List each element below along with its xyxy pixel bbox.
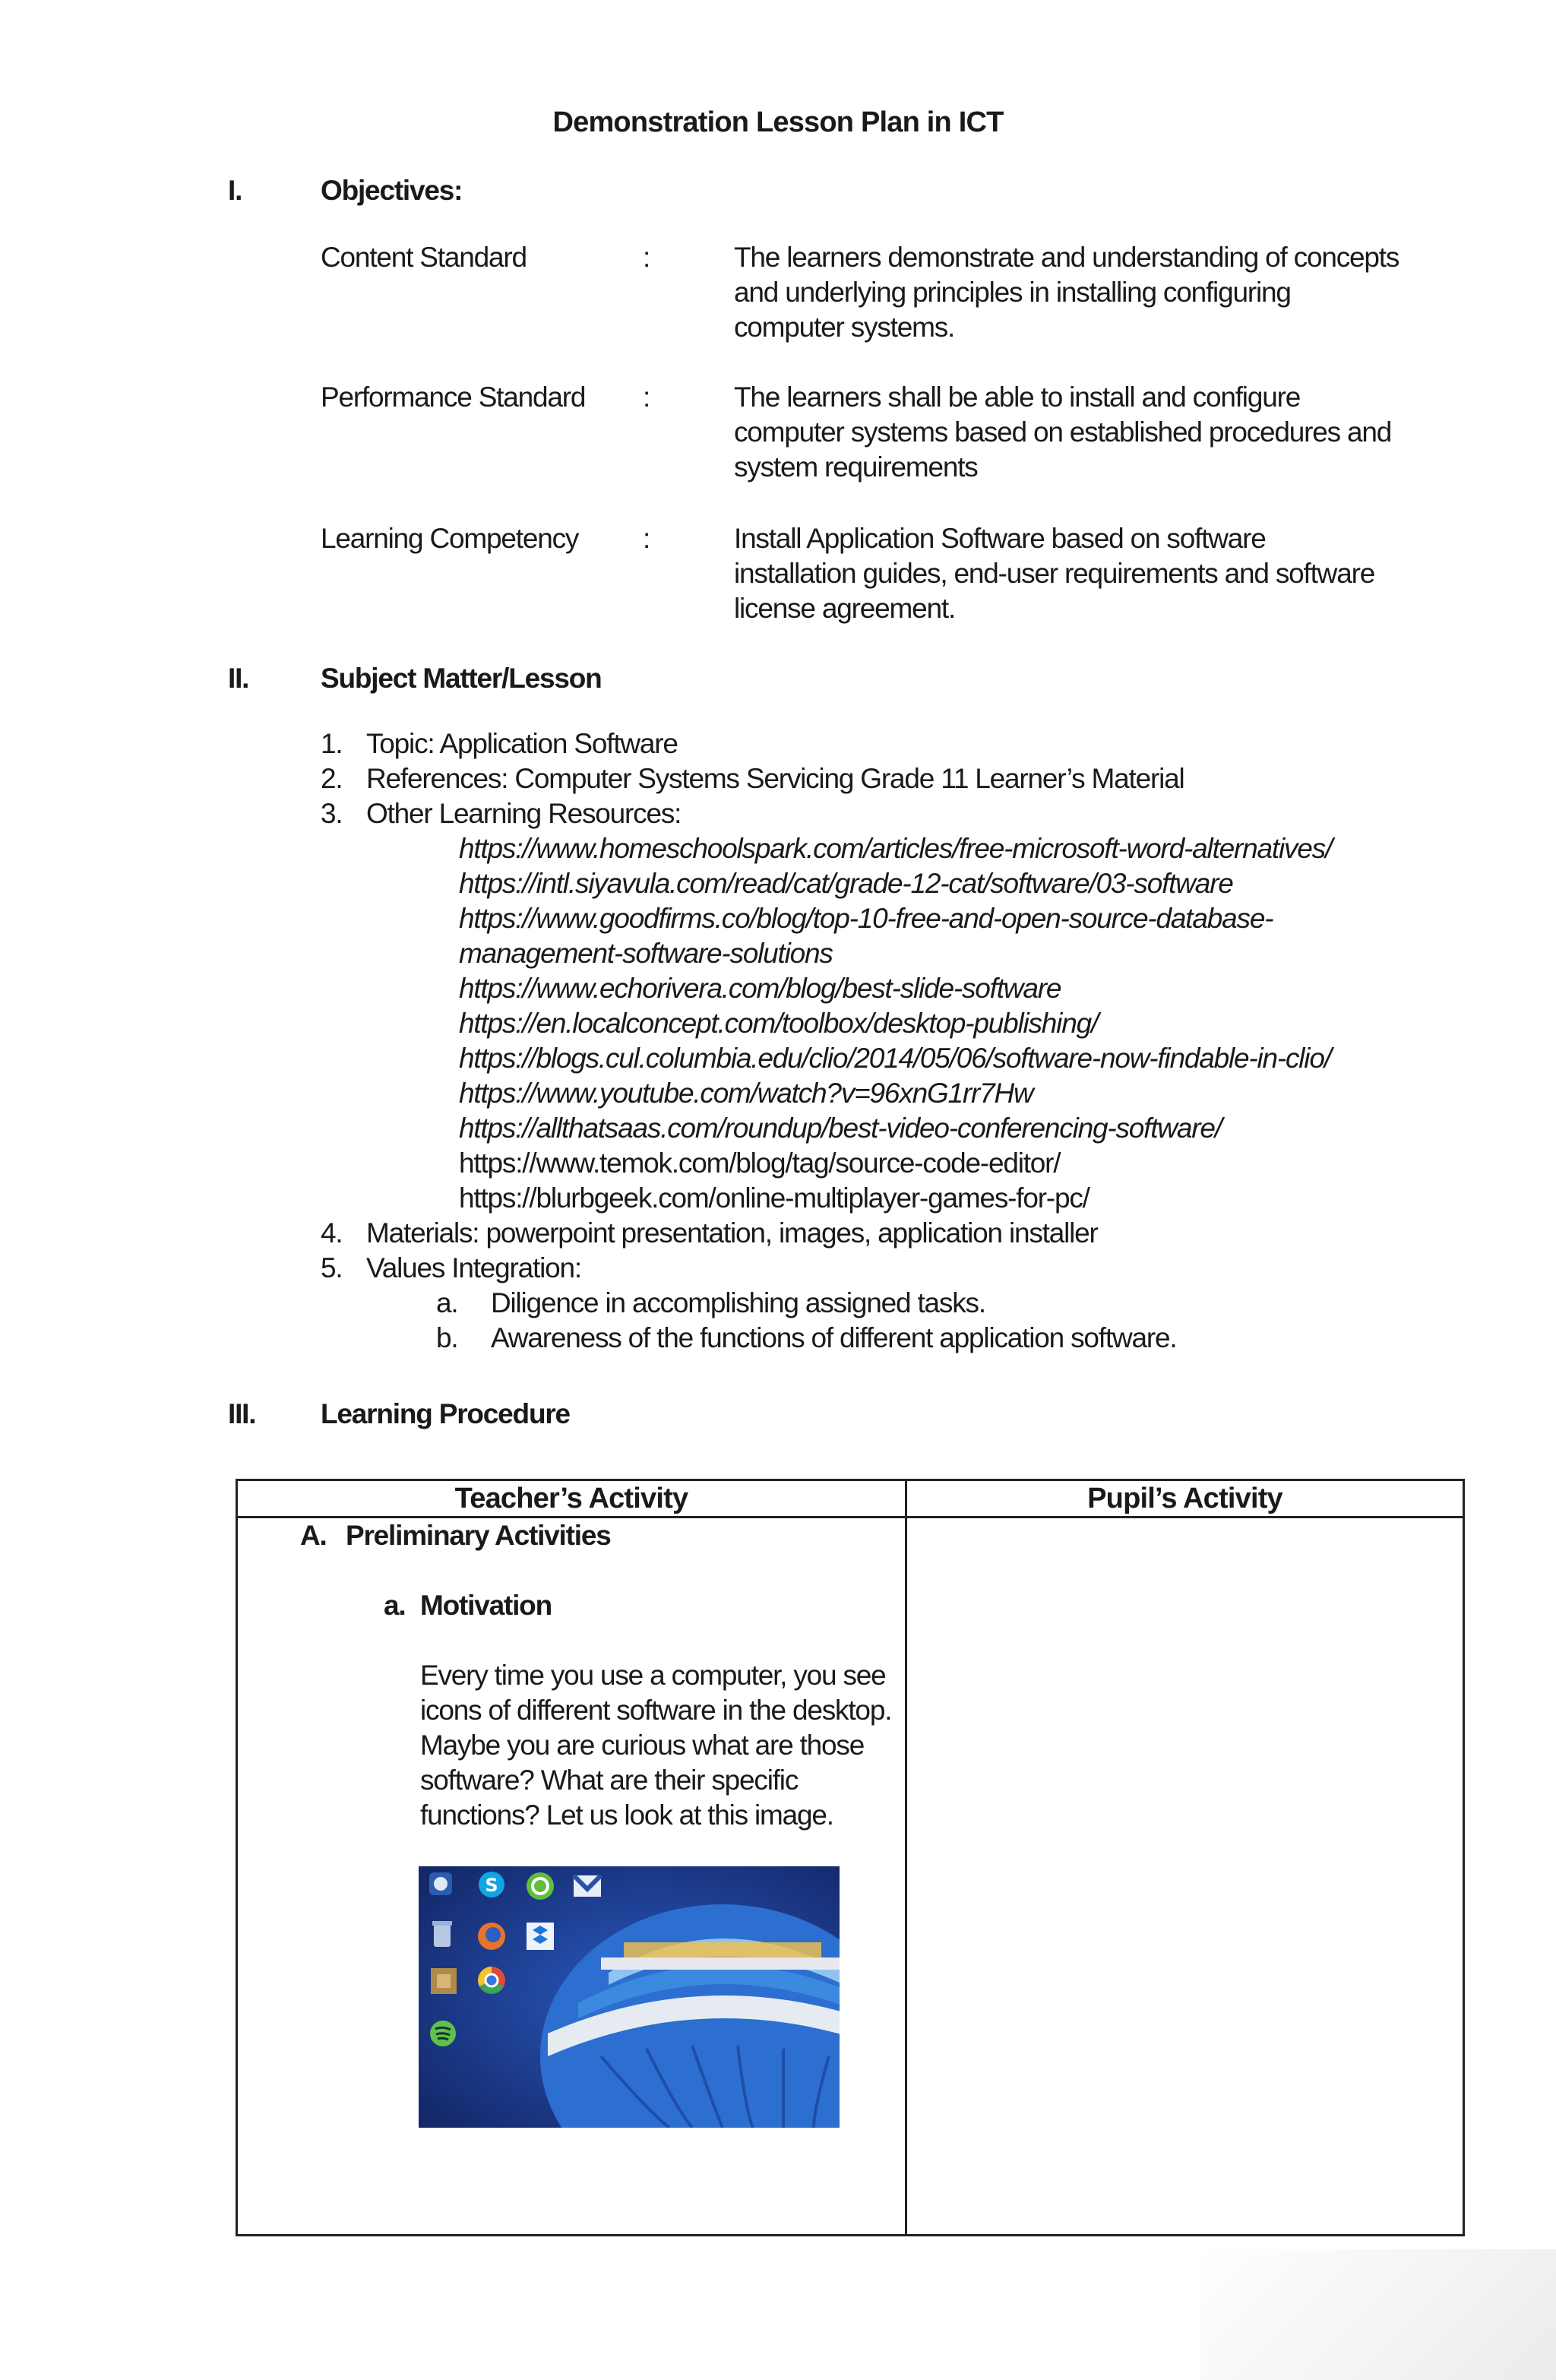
resource-link[interactable]: https://www.goodfirms.co/blog/top-10-free-and-open-source-database- bbox=[459, 903, 1273, 934]
document-title: Demonstration Lesson Plan in ICT bbox=[552, 106, 1004, 138]
gmail-icon bbox=[574, 1875, 601, 1897]
motivation-line: icons of different software in the desktop. bbox=[420, 1695, 892, 1726]
list-item: References: Computer Systems Servicing Grade 11 Learner’s Material bbox=[366, 763, 1184, 794]
resource-link-continuation[interactable]: management-software-solutions bbox=[459, 938, 833, 969]
resource-link[interactable]: https://www.youtube.com/watch?v=96xnG1rr7Hw bbox=[459, 1078, 1033, 1109]
objective-line: license agreement. bbox=[734, 593, 956, 624]
objective-line: computer systems based on established procedures and bbox=[734, 416, 1392, 448]
pupil-activity-cell bbox=[906, 1518, 1464, 2236]
list-number: 5. bbox=[321, 1252, 343, 1283]
section-heading-objectives: Objectives: bbox=[321, 175, 463, 206]
resource-link[interactable]: https://www.homeschoolspark.com/articles/free-microsoft-word-alternatives/ bbox=[459, 833, 1333, 864]
motivation-heading: Motivation bbox=[420, 1590, 552, 1621]
col-header-teacher: Teacher’s Activity bbox=[237, 1480, 906, 1518]
resource-link[interactable]: https://www.echorivera.com/blog/best-slide-software bbox=[459, 973, 1061, 1004]
objective-line: The learners demonstrate and understanding of concepts bbox=[734, 242, 1399, 273]
resource-link[interactable]: https://allthatsaas.com/roundup/best-video-conferencing-software/ bbox=[459, 1112, 1222, 1144]
skype-icon bbox=[479, 1872, 504, 1897]
objective-value bbox=[734, 240, 1403, 345]
dropbox-icon bbox=[527, 1923, 554, 1950]
list-item: Values Integration: bbox=[366, 1252, 581, 1283]
table-header-row bbox=[237, 1480, 1464, 1518]
list-item: Materials: powerpoint presentation, images, application installer bbox=[366, 1217, 1098, 1249]
resource-link[interactable]: https://www.temok.com/blog/tag/source-code-editor/ bbox=[459, 1147, 1061, 1179]
explorer-icon bbox=[431, 1968, 457, 1994]
motivation-line: Maybe you are curious what are those bbox=[420, 1730, 865, 1761]
list-item: Topic: Application Software bbox=[366, 728, 678, 759]
list-number: 3. bbox=[321, 798, 343, 829]
list-number: 4. bbox=[321, 1217, 343, 1249]
objective-value bbox=[734, 380, 1403, 485]
thunderbird-icon bbox=[429, 1872, 452, 1895]
resource-link[interactable]: https://intl.siyavula.com/read/cat/grade-12-cat/software/03-software bbox=[459, 868, 1233, 899]
motivation-line: software? What are their specific bbox=[420, 1764, 799, 1796]
table-row bbox=[237, 1518, 1464, 2236]
objective-label: Learning Competency bbox=[321, 523, 579, 554]
objective-colon: : bbox=[643, 381, 650, 413]
section-heading-subject: Subject Matter/Lesson bbox=[321, 663, 602, 694]
desktop-balloon-image bbox=[419, 1866, 840, 2128]
values-item: Awareness of the functions of different application software. bbox=[491, 1322, 1177, 1353]
objective-label: Content Standard bbox=[321, 242, 527, 273]
objective-line: and underlying principles in installing configuring bbox=[734, 277, 1291, 308]
motivation-text bbox=[420, 1658, 891, 1833]
firefox-icon bbox=[478, 1923, 505, 1950]
resource-link[interactable]: https://blurbgeek.com/online-multiplayer-games-for-pc/ bbox=[459, 1182, 1090, 1214]
section-heading-procedure: Learning Procedure bbox=[321, 1398, 570, 1429]
objective-colon: : bbox=[643, 523, 650, 554]
section-numeral-procedure: III. bbox=[228, 1398, 256, 1429]
recycle-bin-icon bbox=[432, 1921, 452, 1947]
page-shadow bbox=[1200, 2249, 1556, 2380]
list-number: 1. bbox=[321, 728, 343, 759]
objective-line: The learners shall be able to install and configure bbox=[734, 381, 1301, 413]
objective-line: system requirements bbox=[734, 451, 978, 483]
whatsapp-icon bbox=[527, 1872, 554, 1900]
svg-text:S: S bbox=[485, 1875, 498, 1896]
preliminary-heading: Preliminary Activities bbox=[346, 1520, 611, 1551]
motivation-letter: a. bbox=[384, 1590, 406, 1621]
objective-colon: : bbox=[643, 242, 650, 273]
values-letter: b. bbox=[436, 1322, 458, 1353]
list-number: 2. bbox=[321, 763, 343, 794]
preliminary-letter: A. bbox=[300, 1520, 327, 1551]
list-item: Other Learning Resources: bbox=[366, 798, 682, 829]
procedure-table bbox=[236, 1479, 1465, 2236]
values-letter: a. bbox=[436, 1287, 458, 1318]
objective-line: Install Application Software based on software bbox=[734, 523, 1266, 554]
section-numeral-subject: II. bbox=[228, 663, 249, 694]
objective-line: computer systems. bbox=[734, 312, 955, 343]
values-item: Diligence in accomplishing assigned tasks. bbox=[491, 1287, 985, 1318]
section-numeral-objectives: I. bbox=[228, 175, 242, 206]
objective-line: installation guides, end-user requirements and software bbox=[734, 558, 1375, 589]
chrome-icon bbox=[478, 1967, 505, 1994]
motivation-line: functions? Let us look at this image. bbox=[420, 1799, 833, 1831]
teacher-activity-cell bbox=[237, 1518, 906, 2236]
resource-link[interactable]: https://blogs.cul.columbia.edu/clio/2014/05/06/software-now-findable-in-clio/ bbox=[459, 1043, 1331, 1074]
objective-value bbox=[734, 521, 1403, 626]
motivation-line: Every time you use a computer, you see bbox=[420, 1660, 886, 1691]
resource-link[interactable]: https://en.localconcept.com/toolbox/desktop-publishing/ bbox=[459, 1008, 1099, 1039]
spotify-icon bbox=[430, 2021, 456, 2046]
col-header-pupil: Pupil’s Activity bbox=[906, 1480, 1464, 1518]
objective-label: Performance Standard bbox=[321, 381, 586, 413]
